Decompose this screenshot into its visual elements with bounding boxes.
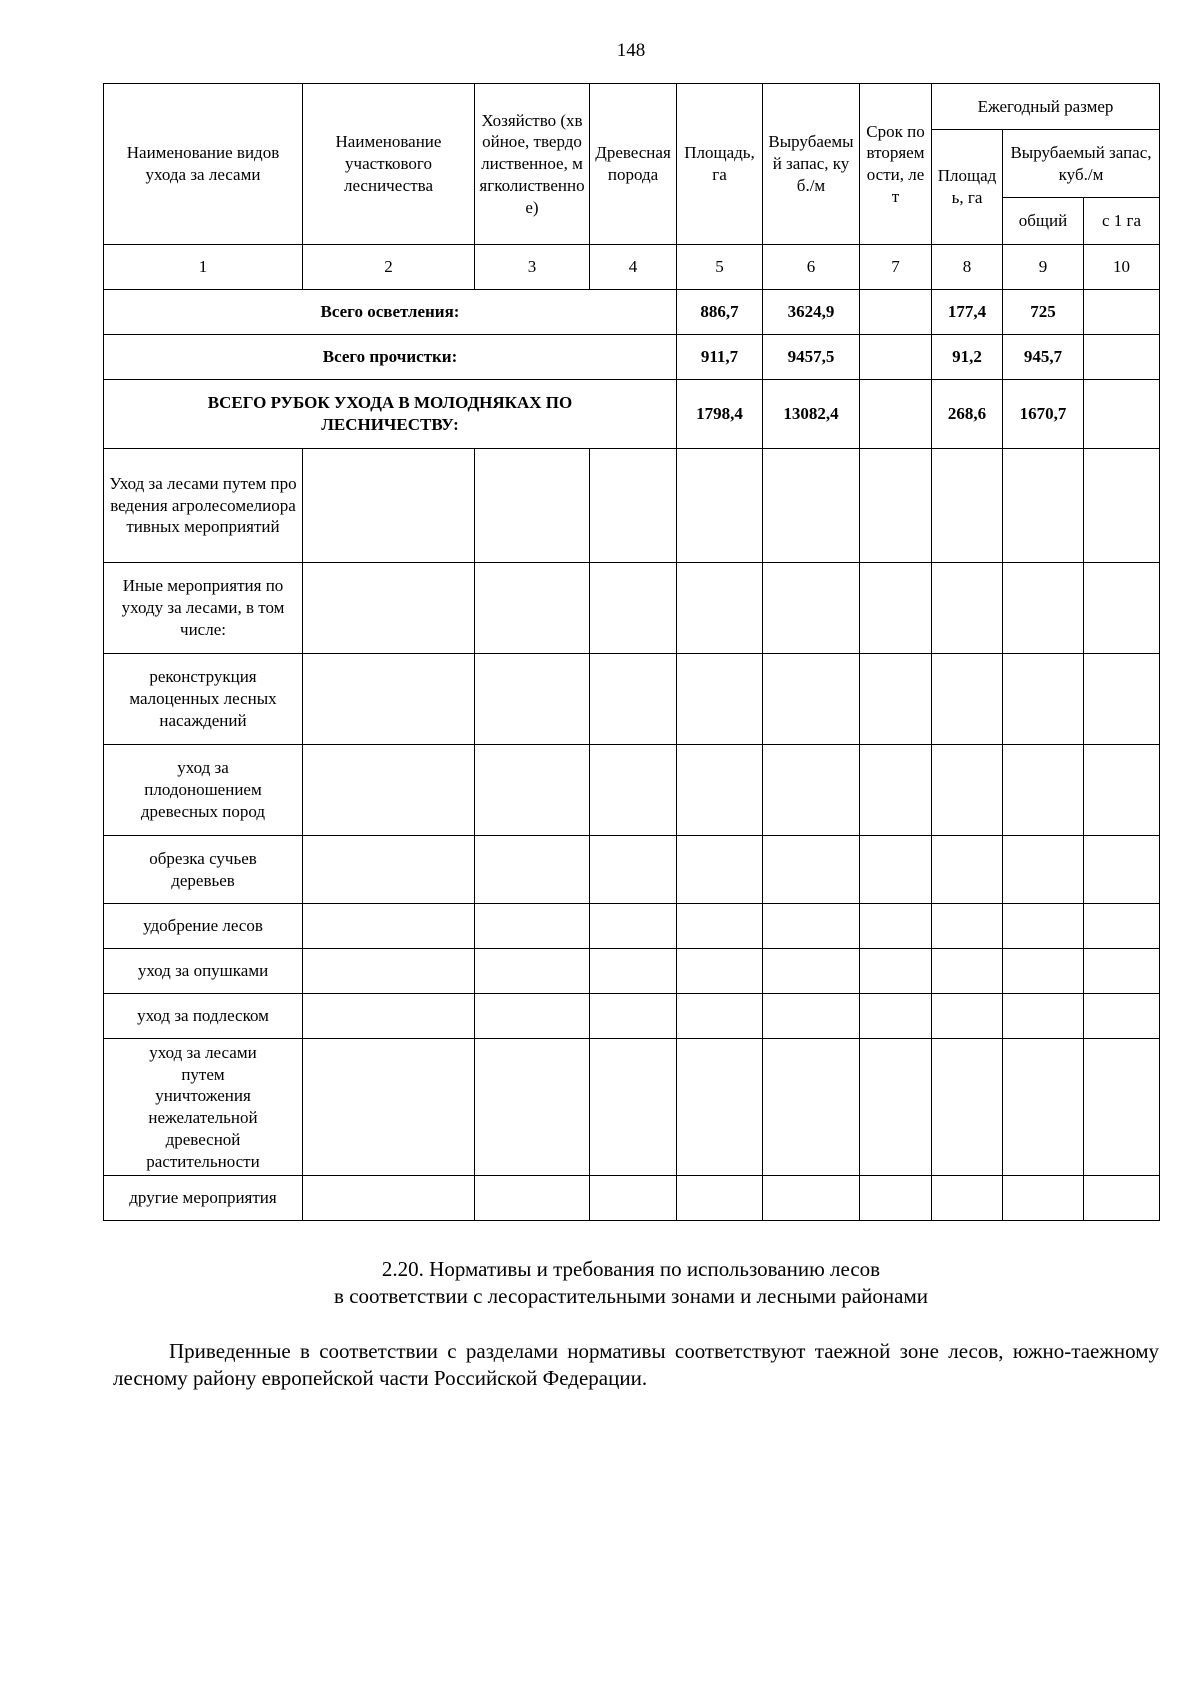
empty-cell [1003, 745, 1084, 836]
column-number: 7 [860, 245, 932, 290]
table-row [104, 745, 1160, 836]
header-tree-species: Древесная порода [590, 84, 677, 245]
table-row [104, 836, 1160, 904]
empty-cell [475, 563, 590, 654]
table-header-row [104, 84, 1160, 130]
row-label: Иные мероприятия по уходу за лесами, в том числе: [104, 563, 303, 654]
empty-cell [590, 949, 677, 994]
empty-cell [1084, 449, 1160, 563]
empty-cell [860, 654, 932, 745]
empty-cell [932, 1039, 1003, 1176]
body-paragraph: Приведенные в соответствии с разделами нормативы соответствуют таежной зоне лесов, южно-таежному лесному району европейской части Российской Федерации. [113, 1339, 1159, 1391]
empty-cell [860, 745, 932, 836]
total-label: Всего осветления: [104, 290, 677, 335]
empty-cell [763, 949, 860, 994]
column-number: 8 [932, 245, 1003, 290]
empty-cell [860, 563, 932, 654]
empty-cell [1003, 904, 1084, 949]
grand-total-label: ВСЕГО РУБОК УХОДА В МОЛОДНЯКАХ ПО ЛЕСНИЧЕСТВУ: [104, 380, 677, 449]
empty-cell [303, 994, 475, 1039]
empty-cell [932, 745, 1003, 836]
table-row [104, 949, 1160, 994]
empty-cell [763, 836, 860, 904]
header-economy: Хозяйство (хвойное, твердолиственное, мягколиственное) [475, 84, 590, 245]
empty-cell [932, 1176, 1003, 1221]
total-row [104, 290, 1160, 335]
total-row [104, 335, 1160, 380]
total-cut-stock: 13082,4 [763, 380, 860, 449]
empty-cell [590, 449, 677, 563]
empty-cell [677, 994, 763, 1039]
total-annual-area: 91,2 [932, 335, 1003, 380]
empty-cell [677, 949, 763, 994]
empty-cell [303, 904, 475, 949]
empty-cell [303, 836, 475, 904]
empty-cell [475, 836, 590, 904]
empty-cell [1003, 449, 1084, 563]
empty-cell [303, 1039, 475, 1176]
empty-cell [590, 904, 677, 949]
empty-cell [1084, 949, 1160, 994]
empty-cell [932, 654, 1003, 745]
header-cut-stock: Вырубаемый запас, куб./м [763, 84, 860, 245]
empty-cell [1003, 836, 1084, 904]
header-total: общий [1003, 198, 1084, 245]
empty-cell [677, 745, 763, 836]
total-label: Всего прочистки: [104, 335, 677, 380]
empty-cell [1003, 1039, 1084, 1176]
empty-cell [932, 836, 1003, 904]
header-repeat-period: Срок повторяемости, лет [860, 84, 932, 245]
empty-cell [763, 1039, 860, 1176]
table-row [104, 904, 1160, 949]
empty-cell [303, 745, 475, 836]
total-annual-per-ha [1084, 380, 1160, 449]
section-heading-line: 2.20. Нормативы и требования по использованию лесов [381, 1257, 881, 1281]
empty-cell [677, 449, 763, 563]
empty-cell [763, 745, 860, 836]
forest-care-table [103, 83, 1160, 1221]
empty-cell [860, 904, 932, 949]
grand-total-row [104, 380, 1160, 449]
row-label: удобрение лесов [104, 904, 303, 949]
empty-cell [475, 994, 590, 1039]
header-per-ha: с 1 га [1084, 198, 1160, 245]
empty-cell [763, 904, 860, 949]
empty-cell [1003, 994, 1084, 1039]
empty-cell [475, 949, 590, 994]
empty-cell [860, 949, 932, 994]
column-number: 9 [1003, 245, 1084, 290]
row-label: уход за подлеском [104, 994, 303, 1039]
empty-cell [1084, 994, 1160, 1039]
empty-cell [677, 1039, 763, 1176]
total-area: 1798,4 [677, 380, 763, 449]
column-number-row [104, 245, 1160, 290]
empty-cell [303, 449, 475, 563]
empty-cell [860, 1039, 932, 1176]
empty-cell [860, 449, 932, 563]
row-label: уход за лесами путем уничтожения нежелательной древесной растительности [104, 1039, 303, 1176]
empty-cell [860, 1176, 932, 1221]
empty-cell [590, 994, 677, 1039]
empty-cell [590, 563, 677, 654]
column-number: 1 [104, 245, 303, 290]
empty-cell [1003, 654, 1084, 745]
column-number: 3 [475, 245, 590, 290]
row-label: Уход за лесами путем проведения агролесомелиоративных мероприятий [104, 449, 303, 563]
total-repeat-period [860, 380, 932, 449]
total-annual-stock: 725 [1003, 290, 1084, 335]
empty-cell [475, 904, 590, 949]
empty-cell [475, 745, 590, 836]
column-number: 10 [1084, 245, 1160, 290]
empty-cell [1084, 1039, 1160, 1176]
table-row [104, 449, 1160, 563]
header-area: Площадь, га [677, 84, 763, 245]
row-label: уход за плодоношением древесных пород [104, 745, 303, 836]
header-annual-area: Площадь, га [932, 130, 1003, 245]
total-repeat-period [860, 290, 932, 335]
total-cut-stock: 9457,5 [763, 335, 860, 380]
table-row [104, 994, 1160, 1039]
column-number: 4 [590, 245, 677, 290]
empty-cell [677, 836, 763, 904]
row-label: обрезка сучьев деревьев [104, 836, 303, 904]
empty-cell [303, 654, 475, 745]
empty-cell [763, 563, 860, 654]
empty-cell [860, 994, 932, 1039]
empty-cell [590, 1039, 677, 1176]
empty-cell [677, 1176, 763, 1221]
total-annual-stock: 945,7 [1003, 335, 1084, 380]
empty-cell [303, 949, 475, 994]
table-row [104, 1039, 1160, 1176]
empty-cell [763, 654, 860, 745]
total-annual-per-ha [1084, 335, 1160, 380]
empty-cell [677, 904, 763, 949]
total-area: 911,7 [677, 335, 763, 380]
column-number: 5 [677, 245, 763, 290]
empty-cell [932, 563, 1003, 654]
empty-cell [590, 836, 677, 904]
row-label: другие мероприятия [104, 1176, 303, 1221]
total-annual-area: 268,6 [932, 380, 1003, 449]
total-repeat-period [860, 335, 932, 380]
empty-cell [1084, 654, 1160, 745]
empty-cell [475, 1176, 590, 1221]
empty-cell [475, 1039, 590, 1176]
empty-cell [932, 994, 1003, 1039]
page-number: 148 [616, 40, 646, 61]
empty-cell [475, 654, 590, 745]
total-cut-stock: 3624,9 [763, 290, 860, 335]
empty-cell [860, 836, 932, 904]
row-label: реконструкция малоценных лесных насаждений [104, 654, 303, 745]
table-row [104, 1176, 1160, 1221]
total-annual-stock: 1670,7 [1003, 380, 1084, 449]
empty-cell [932, 449, 1003, 563]
total-annual-area: 177,4 [932, 290, 1003, 335]
empty-cell [763, 994, 860, 1039]
empty-cell [1084, 836, 1160, 904]
header-annual-cut-stock: Вырубаемый запас, куб./м [1003, 130, 1160, 198]
empty-cell [303, 563, 475, 654]
empty-cell [590, 1176, 677, 1221]
header-forestry-name: Наименование участкового лесничества [303, 84, 475, 245]
empty-cell [1003, 1176, 1084, 1221]
empty-cell [1084, 1176, 1160, 1221]
table-row [104, 654, 1160, 745]
empty-cell [590, 654, 677, 745]
header-care-type: Наименование видов ухода за лесами [104, 84, 303, 245]
empty-cell [475, 449, 590, 563]
total-area: 886,7 [677, 290, 763, 335]
empty-cell [932, 904, 1003, 949]
table-row [104, 563, 1160, 654]
empty-cell [932, 949, 1003, 994]
empty-cell [677, 654, 763, 745]
section-heading [103, 1256, 1159, 1310]
column-number: 2 [303, 245, 475, 290]
empty-cell [763, 1176, 860, 1221]
row-label: уход за опушками [104, 949, 303, 994]
empty-cell [590, 745, 677, 836]
empty-cell [1003, 949, 1084, 994]
section-heading-line: в соответствии с лесорастительными зонами и лесными районами [334, 1283, 928, 1308]
empty-cell [1003, 563, 1084, 654]
empty-cell [1084, 745, 1160, 836]
empty-cell [303, 1176, 475, 1221]
column-number: 6 [763, 245, 860, 290]
header-annual-size: Ежегодный размер [932, 84, 1160, 130]
empty-cell [677, 563, 763, 654]
empty-cell [763, 449, 860, 563]
empty-cell [1084, 563, 1160, 654]
empty-cell [1084, 904, 1160, 949]
total-annual-per-ha [1084, 290, 1160, 335]
